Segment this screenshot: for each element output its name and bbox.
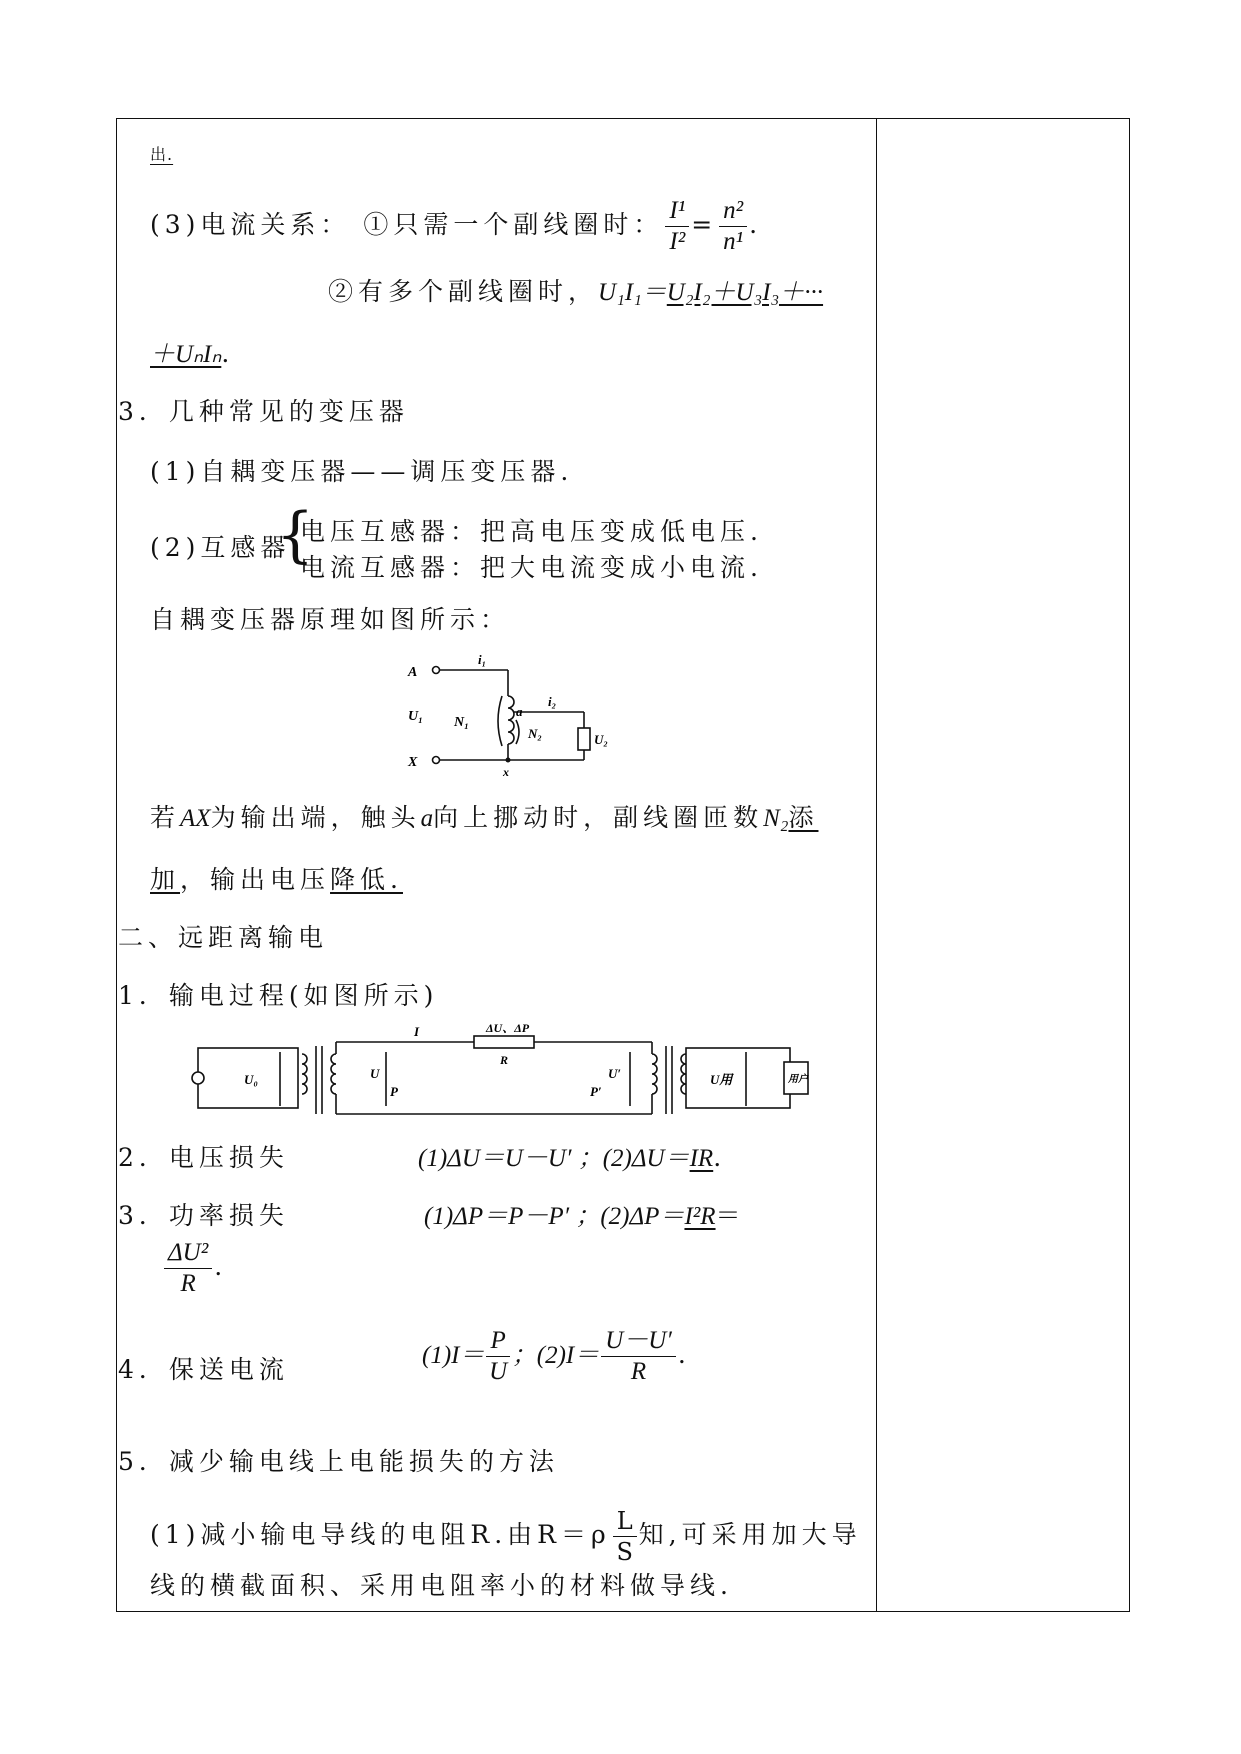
reduce-resistance-line: (1)减小输电导线的电阻R.由R＝ρ $\frac{L}{S}$ 知,可采用加大导	[150, 1507, 862, 1566]
text-line: 出.	[150, 145, 174, 164]
label-i1: i₁	[478, 652, 487, 667]
section-heading: 二、远距离输电	[118, 923, 329, 952]
power-loss: 3．功率损失 (1)ΔP＝P－P′ ；(2)ΔP＝I²R＝	[118, 1201, 746, 1230]
multi-coil-line-2: ＋UₙIₙ.	[150, 339, 235, 368]
label-u0: U₀	[244, 1072, 258, 1087]
load-resistor	[578, 728, 590, 750]
label-x: X	[408, 755, 418, 770]
auto-transformer: (1)自耦变压器——调压变压器.	[150, 457, 574, 486]
label-u2: U₂	[594, 732, 608, 747]
line-resistor	[474, 1036, 534, 1048]
column-divider	[876, 118, 877, 1612]
label-n2: N₂	[528, 726, 542, 741]
transmission-process: 1．输电过程(如图所示)	[118, 981, 439, 1010]
terminal-x	[433, 757, 440, 764]
label-u: U	[370, 1066, 380, 1081]
transmit-current-formula: (1)I＝ $\frac{P}{U}$ ；(2)I＝ $\frac{U-U'}{R}$ .	[422, 1327, 691, 1385]
label-user: 用户	[788, 1074, 808, 1085]
principle-line: 自耦变压器原理如图所示：	[150, 605, 511, 634]
label-a: A	[408, 665, 418, 680]
ax-output-line-2: 加，输出电压降低.	[150, 865, 403, 894]
label-u-prime: U′	[608, 1066, 622, 1081]
transmission-diagram	[190, 1024, 850, 1120]
heading-transformers: 3．几种常见的变压器	[118, 397, 409, 426]
label-i: I	[414, 1024, 420, 1039]
label-n1: N₁	[454, 715, 469, 730]
mutual-voltage: 电压互感器：把高电压变成低电压.	[300, 517, 763, 546]
transmit-current: 4．保送电流	[118, 1355, 289, 1384]
reduce-resistance-line-2: 线的横截面积、采用电阻率小的材料做导线.	[150, 1571, 733, 1600]
label-x-tap: x	[503, 765, 509, 779]
terminal-a	[433, 667, 440, 674]
label-a-tap: a	[516, 704, 523, 719]
current-relation-line: (3)电流关系： ①只需一个副线圈时： $\frac{\text{I¹}}{\text{I²}}$ = $\frac{\text{n²}}{\text{n¹}}$ .	[150, 197, 763, 255]
mutual-label: (2)互感器	[150, 533, 291, 562]
brace-icon: {	[276, 500, 315, 570]
label-du-dp: ΔU、ΔP	[486, 1024, 530, 1035]
multi-coil-line: ②有多个副线圈时，U₁I₁＝U₂I₂＋U₃I₃＋···	[328, 277, 824, 306]
coil-icon	[508, 696, 514, 744]
label-p-prime: P′	[590, 1084, 602, 1099]
power-loss-fraction: $\frac{\text{ΔU²}}{R}$ .	[162, 1238, 227, 1299]
reduce-loss-heading: 5．减少输电线上电能损失的方法	[118, 1447, 559, 1476]
voltage-loss: 2．电压损失 (1)ΔU＝U－U′ ；(2)ΔU＝IR.	[118, 1143, 727, 1172]
label-p: P	[390, 1084, 398, 1099]
autotransformer-diagram	[400, 650, 640, 780]
label-r: R	[500, 1053, 509, 1067]
generator-icon	[192, 1072, 204, 1084]
mutual-current: 电流互感器：把大电流变成小电流.	[300, 553, 763, 582]
ax-output-line: 若AX为输出端，触头a向上挪动时，副线圈匝数N₂添	[150, 803, 819, 832]
label-u-use: U用	[710, 1072, 733, 1087]
label-u1: U₁	[408, 709, 423, 724]
label-i2: i₂	[548, 694, 557, 709]
